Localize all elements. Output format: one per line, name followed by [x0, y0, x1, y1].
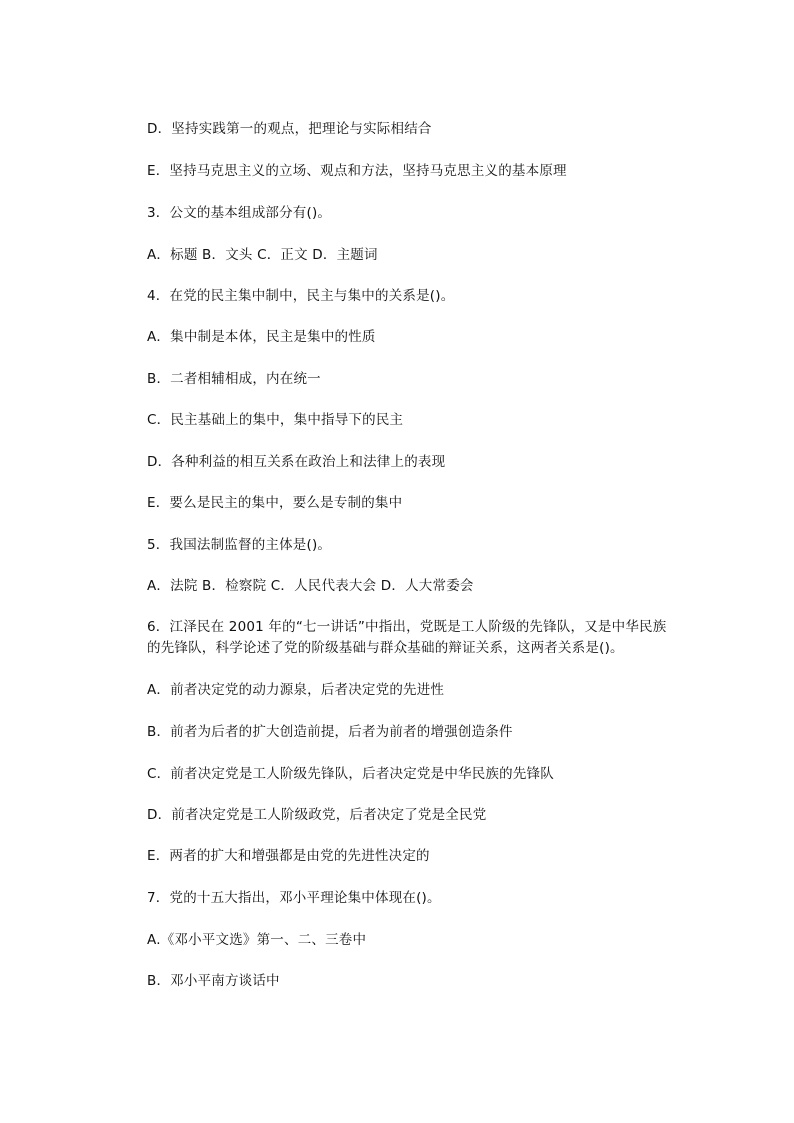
question-paragraph: 6．江泽民在 2001 年的“七一讲话”中指出，党既是工人阶级的先锋队，又是中华民族的先锋队，科学论述了党的阶级基础与群众基础的辩证关系，这两者关系是()。 [147, 619, 667, 656]
option-line: E．坚持马克思主义的立场、观点和方法，坚持马克思主义的基本原理 [147, 163, 567, 179]
option-line: D．坚持实践第一的观点，把理论与实际相结合 [147, 121, 432, 137]
option-line: B．二者相辅相成，内在统一 [147, 371, 321, 387]
option-line: A．集中制是本体，民主是集中的性质 [147, 329, 376, 345]
option-line: A．前者决定党的动力源泉，后者决定党的先进性 [147, 682, 445, 698]
option-line: A.《邓小平文选》第一、二、三卷中 [147, 932, 367, 948]
question-line: 4．在党的民主集中制中，民主与集中的关系是()。 [147, 288, 455, 304]
option-line: B．前者为后者的扩大创造前提，后者为前者的增强创造条件 [147, 724, 513, 740]
option-line: E．要么是民主的集中，要么是专制的集中 [147, 495, 403, 511]
option-line: D．各种利益的相互关系在政治上和法律上的表现 [147, 454, 446, 470]
question-line: 7．党的十五大指出，邓小平理论集中体现在()。 [147, 890, 441, 906]
option-line: A．标题 B．文头 C．正文 D．主题词 [147, 247, 378, 263]
question-line: 5．我国法制监督的主体是()。 [147, 537, 332, 553]
option-line: C．前者决定党是工人阶级先锋队，后者决定党是中华民族的先锋队 [147, 766, 554, 782]
option-line: B．邓小平南方谈话中 [147, 973, 280, 989]
option-line: D．前者决定党是工人阶级政党，后者决定了党是全民党 [147, 807, 487, 823]
option-line: A．法院 B．检察院 C．人民代表大会 D．人大常委会 [147, 578, 474, 594]
option-line: C．民主基础上的集中，集中指导下的民主 [147, 412, 404, 428]
option-line: E．两者的扩大和增强都是由党的先进性决定的 [147, 848, 430, 864]
question-line: 3．公文的基本组成部分有()。 [147, 205, 332, 221]
